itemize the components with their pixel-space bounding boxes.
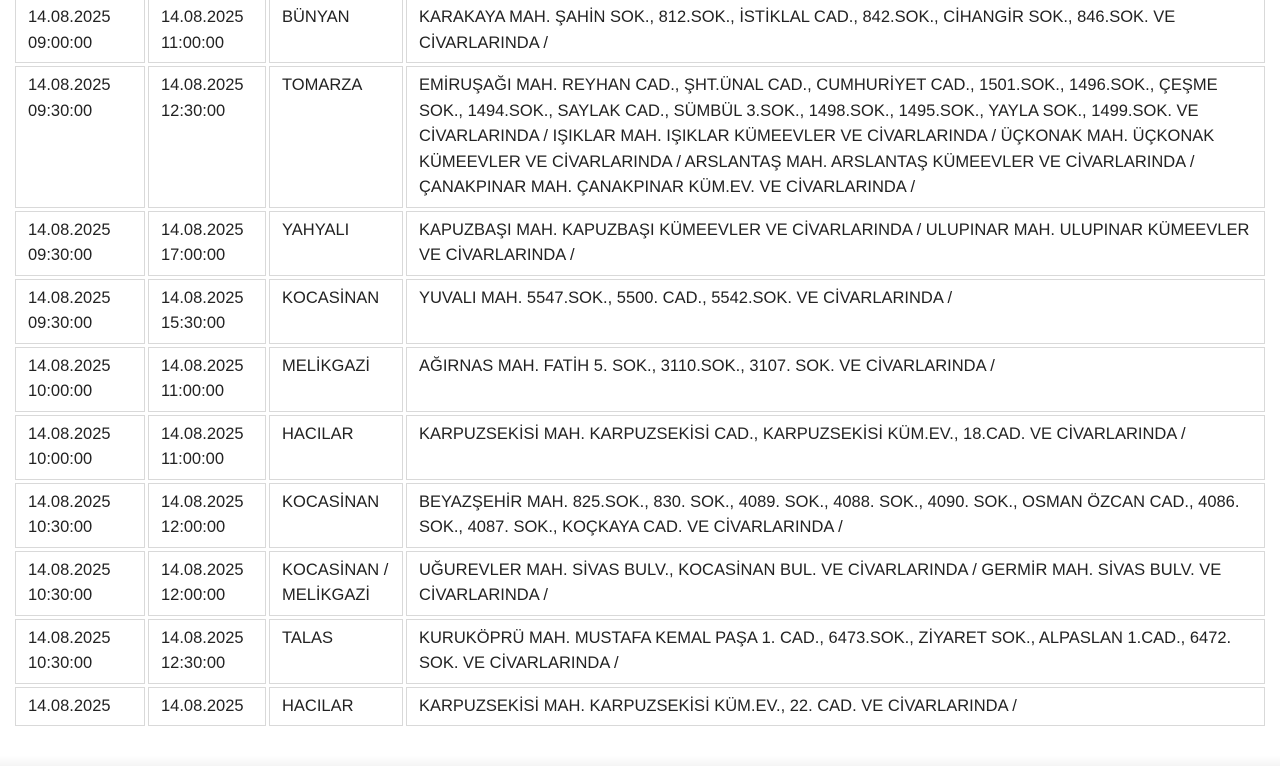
district-cell: TALAS <box>269 619 403 684</box>
end-date: 14.08.2025 <box>161 628 244 647</box>
table-row <box>15 211 1265 276</box>
end-datetime-cell <box>148 551 266 616</box>
end-date: 14.08.2025 <box>161 8 244 26</box>
end-time: 11:00:00 <box>161 33 225 52</box>
start-date: 14.08.2025 <box>28 492 111 511</box>
start-time: 10:00:00 <box>28 450 93 468</box>
locations-cell: BEYAZŞEHİR MAH. 825.SOK., 830. SOK., 4089. SOK., 4088. SOK., 4090. SOK., OSMAN ÖZCAN CAD., 4086. SOK., 4087. SOK., KOÇKAYA CAD. VE CİVARLARINDA / <box>406 483 1265 548</box>
table-row <box>15 415 1265 480</box>
start-time: 10:30:00 <box>28 654 93 672</box>
start-datetime-cell <box>15 279 145 344</box>
start-datetime-cell <box>15 483 145 548</box>
district-cell: HACILAR <box>269 687 403 727</box>
table-row <box>15 66 1265 208</box>
start-time: 10:30:00 <box>28 586 93 604</box>
end-date: 14.08.2025 <box>161 492 244 511</box>
locations-cell: KAPUZBAŞI MAH. KAPUZBAŞI KÜMEEVLER VE CİVARLARINDA / ULUPINAR MAH. ULUPINAR KÜMEEVLER VE CİVARLARINDA / <box>406 211 1265 276</box>
end-date: 14.08.2025 <box>161 76 244 94</box>
start-time: 09:30:00 <box>28 101 93 120</box>
start-date: 14.08.2025 <box>28 424 111 443</box>
locations-cell: KARAKAYA MAH. ŞAHİN SOK., 812.SOK., İSTİKLAL CAD., 842.SOK., CİHANGİR SOK., 846.SOK. VE CİVARLARINDA / <box>406 0 1265 63</box>
start-date: 14.08.2025 <box>28 696 111 715</box>
table-row <box>15 551 1265 616</box>
start-datetime-cell <box>15 0 145 63</box>
end-time: 17:00:00 <box>161 246 226 264</box>
start-datetime-cell <box>15 619 145 684</box>
start-datetime-cell <box>15 66 145 208</box>
start-datetime-cell <box>15 347 145 412</box>
table-row <box>15 687 1265 727</box>
table-row <box>15 0 1265 63</box>
end-datetime-cell <box>148 687 266 727</box>
end-datetime-cell <box>148 0 266 63</box>
end-date: 14.08.2025 <box>161 356 244 375</box>
district-cell: BÜNYAN <box>269 0 403 63</box>
end-time: 12:00:00 <box>161 586 226 604</box>
table-row <box>15 483 1265 548</box>
end-time: 11:00:00 <box>161 382 225 400</box>
end-date: 14.08.2025 <box>161 288 244 307</box>
end-time: 15:30:00 <box>161 314 226 332</box>
table-row <box>15 347 1265 412</box>
end-date: 14.08.2025 <box>161 696 244 715</box>
locations-cell: KURUKÖPRÜ MAH. MUSTAFA KEMAL PAŞA 1. CAD., 6473.SOK., ZİYARET SOK., ALPASLAN 1.CAD., 6472. SOK. VE CİVARLARINDA / <box>406 619 1265 684</box>
start-time: 10:00:00 <box>28 382 93 400</box>
end-datetime-cell <box>148 279 266 344</box>
start-time: 09:30:00 <box>28 314 93 332</box>
bottom-edge-shadow <box>0 756 1280 766</box>
start-date: 14.08.2025 <box>28 76 111 94</box>
start-date: 14.08.2025 <box>28 220 111 239</box>
start-datetime-cell <box>15 415 145 480</box>
district-cell: HACILAR <box>269 415 403 480</box>
end-time: 12:30:00 <box>161 654 226 672</box>
locations-cell: AĞIRNAS MAH. FATİH 5. SOK., 3110.SOK., 3107. SOK. VE CİVARLARINDA / <box>406 347 1265 412</box>
end-datetime-cell <box>148 211 266 276</box>
locations-cell: EMİRUŞAĞI MAH. REYHAN CAD., ŞHT.ÜNAL CAD., CUMHURİYET CAD., 1501.SOK., 1496.SOK., ÇEŞME SOK., 1494.SOK., SAYLAK CAD., SÜMBÜL 3.SOK., 1498.SOK., 1495.SOK., YAYLA SOK., 1499.SOK. VE CİVARLARINDA / IŞIKLAR MAH. IŞIKLAR KÜMEEVLER VE CİVARLARINDA / ÜÇKONAK MAH. ÜÇKONAK KÜMEEVLER VE CİVARLARINDA / ARSLANTAŞ MAH. ARSLANTAŞ KÜMEEVLER VE CİVARLARINDA / ÇANAKPINAR MAH. ÇANAKPINAR KÜM.EV. VE CİVARLARINDA / <box>406 66 1265 208</box>
start-date: 14.08.2025 <box>28 288 111 307</box>
end-time: 12:30:00 <box>161 101 226 120</box>
end-datetime-cell <box>148 66 266 208</box>
locations-cell: KARPUZSEKİSİ MAH. KARPUZSEKİSİ CAD., KARPUZSEKİSİ KÜM.EV., 18.CAD. VE CİVARLARINDA / <box>406 415 1265 480</box>
start-date: 14.08.2025 <box>28 8 111 26</box>
district-cell: TOMARZA <box>269 66 403 208</box>
start-datetime-cell <box>15 687 145 727</box>
locations-cell: KARPUZSEKİSİ MAH. KARPUZSEKİSİ KÜM.EV., 22. CAD. VE CİVARLARINDA / <box>406 687 1265 727</box>
end-time: 12:00:00 <box>161 518 226 536</box>
end-date: 14.08.2025 <box>161 220 244 239</box>
end-date: 14.08.2025 <box>161 560 244 579</box>
district-cell: KOCASİNAN <box>269 279 403 344</box>
end-datetime-cell <box>148 347 266 412</box>
outage-table <box>12 0 1268 729</box>
start-time: 09:00:00 <box>28 33 93 52</box>
start-datetime-cell <box>15 211 145 276</box>
end-datetime-cell <box>148 415 266 480</box>
end-datetime-cell <box>148 483 266 548</box>
district-cell: YAHYALI <box>269 211 403 276</box>
start-time: 10:30:00 <box>28 518 93 536</box>
district-cell: KOCASİNAN <box>269 483 403 548</box>
start-time: 09:30:00 <box>28 246 93 264</box>
outage-table-body <box>15 0 1265 726</box>
district-cell: KOCASİNAN / MELİKGAZİ <box>269 551 403 616</box>
start-date: 14.08.2025 <box>28 560 111 579</box>
table-row <box>15 279 1265 344</box>
start-date: 14.08.2025 <box>28 356 111 375</box>
locations-cell: YUVALI MAH. 5547.SOK., 5500. CAD., 5542.SOK. VE CİVARLARINDA / <box>406 279 1265 344</box>
end-date: 14.08.2025 <box>161 424 244 443</box>
start-date: 14.08.2025 <box>28 628 111 647</box>
table-row <box>15 619 1265 684</box>
locations-cell: UĞUREVLER MAH. SİVAS BULV., KOCASİNAN BUL. VE CİVARLARINDA / GERMİR MAH. SİVAS BULV. VE CİVARLARINDA / <box>406 551 1265 616</box>
district-cell: MELİKGAZİ <box>269 347 403 412</box>
start-datetime-cell <box>15 551 145 616</box>
outage-table-container <box>12 0 1268 729</box>
end-datetime-cell <box>148 619 266 684</box>
end-time: 11:00:00 <box>161 450 225 468</box>
